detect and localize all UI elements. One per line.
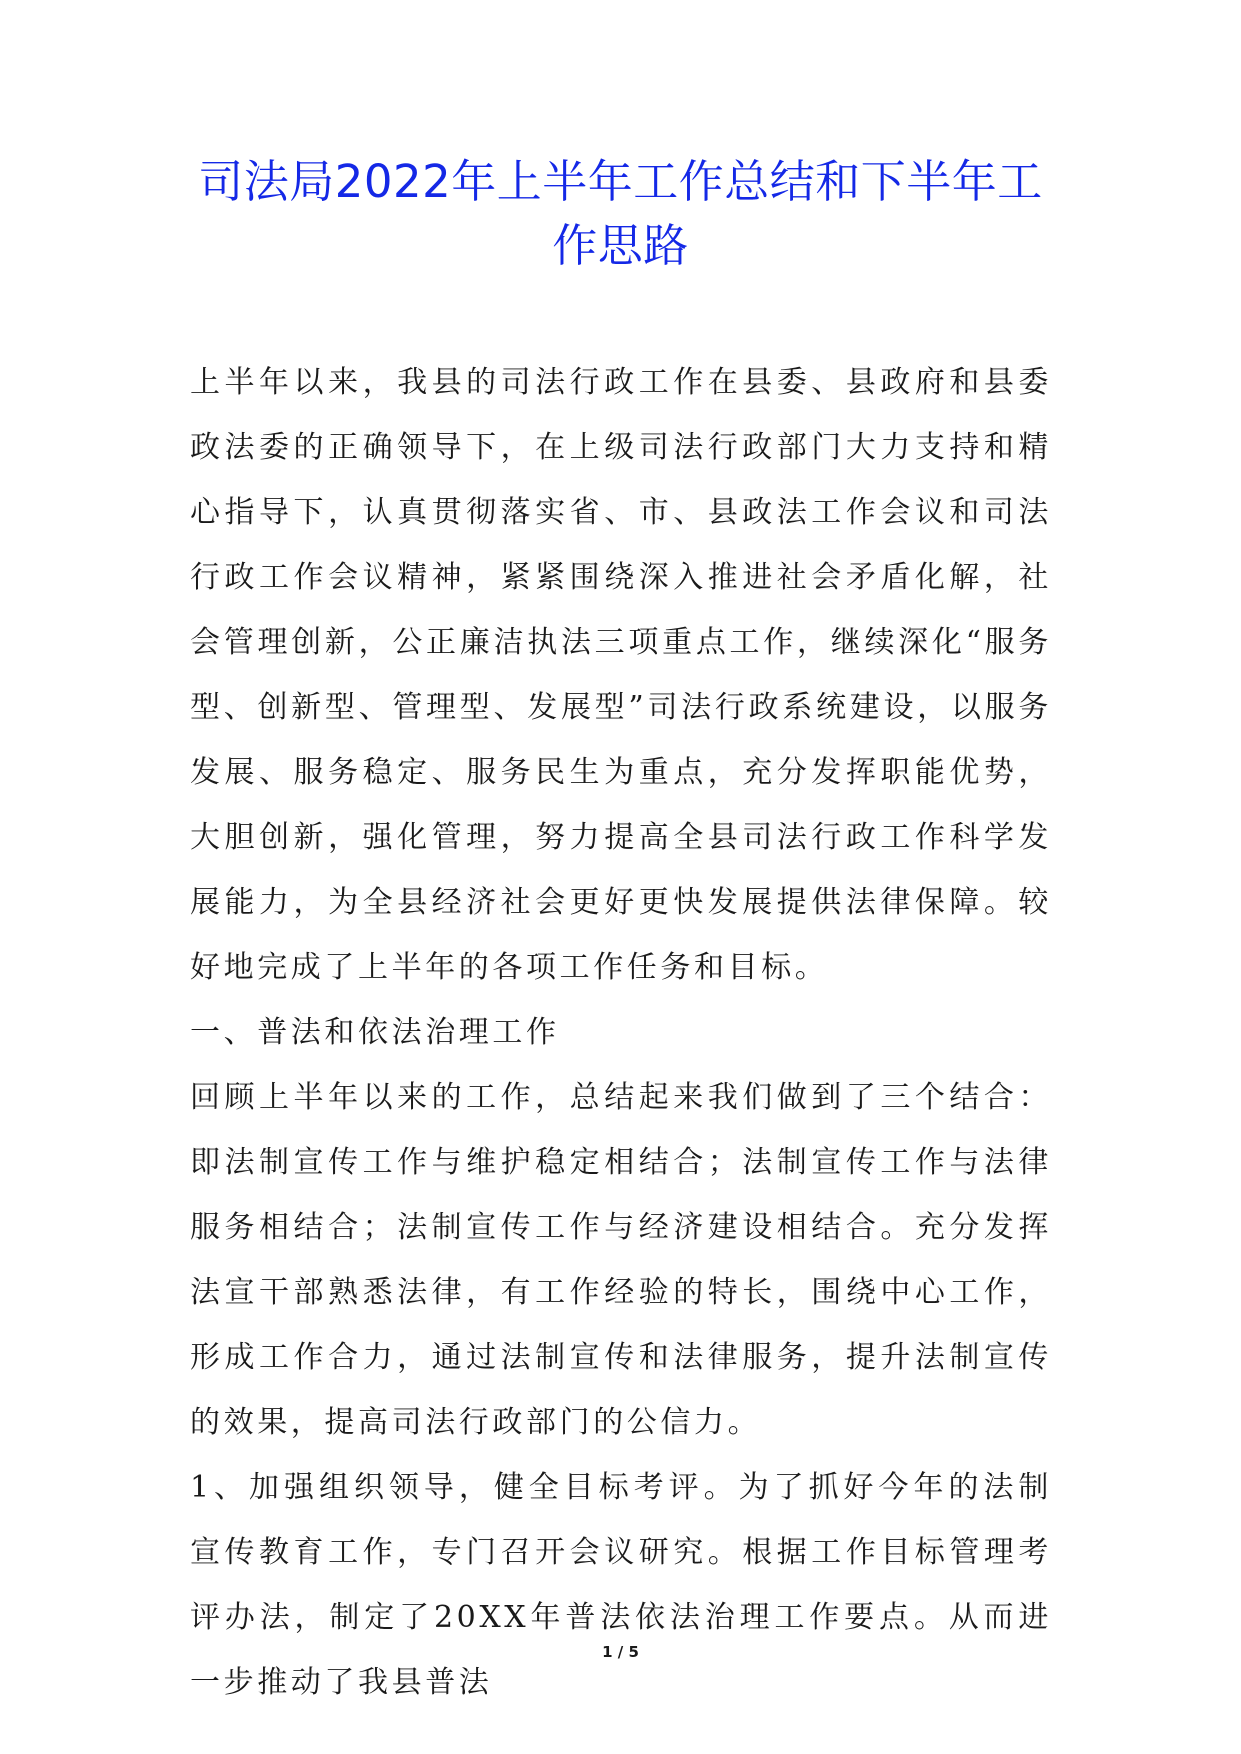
document-title <box>150 150 1091 278</box>
item-1-paragraph: 1、加强组织领导，健全目标考评。为了抓好今年的法制宣传教育工作，专门召开会议研究。根据工作目标管理考评办法，制定了20XX年普法依法治理工作要点。从而进一步推动了我县普法 <box>190 1470 1052 1700</box>
title-line-2: 作思路 <box>552 219 689 272</box>
intro-paragraph: 上半年以来，我县的司法行政工作在县委、县政府和县委政法委的正确领导下，在上级司法行政部门大力支持和精心指导下，认真贯彻落实省、市、县政法工作会议和司法行政工作会议精神，紧紧围绕深入推进社会矛盾化解，社会管理创新，公正廉洁执法三项重点工作，继续深化“服务型、创新型、管理型、发展型”司法行政系统建设，以服务发展、服务稳定、服务民生为重点，充分发挥职能优势，大胆创新，强化管理，努力提高全县司法行政工作科学发展能力，为全县经济社会更好更快发展提供法律保障。较好地完成了上半年的各项工作任务和目标。 <box>190 365 1052 985</box>
review-paragraph: 回顾上半年以来的工作，总结起来我们做到了三个结合：即法制宣传工作与维护稳定相结合；法制宣传工作与法律服务相结合；法制宣传工作与经济建设相结合。充分发挥法宣干部熟悉法律，有工作经验的特长，围绕中心工作，形成工作合力，通过法制宣传和法律服务，提升法制宣传的效果，提高司法行政部门的公信力。 <box>190 1080 1052 1440</box>
page-number: 1 / 5 <box>602 1643 639 1661</box>
section-heading-1: 一、普法和依法治理工作 <box>190 1015 560 1050</box>
document-body <box>190 350 1052 1715</box>
title-line-1: 司法局2022年上半年工作总结和下半年工 <box>198 155 1043 208</box>
